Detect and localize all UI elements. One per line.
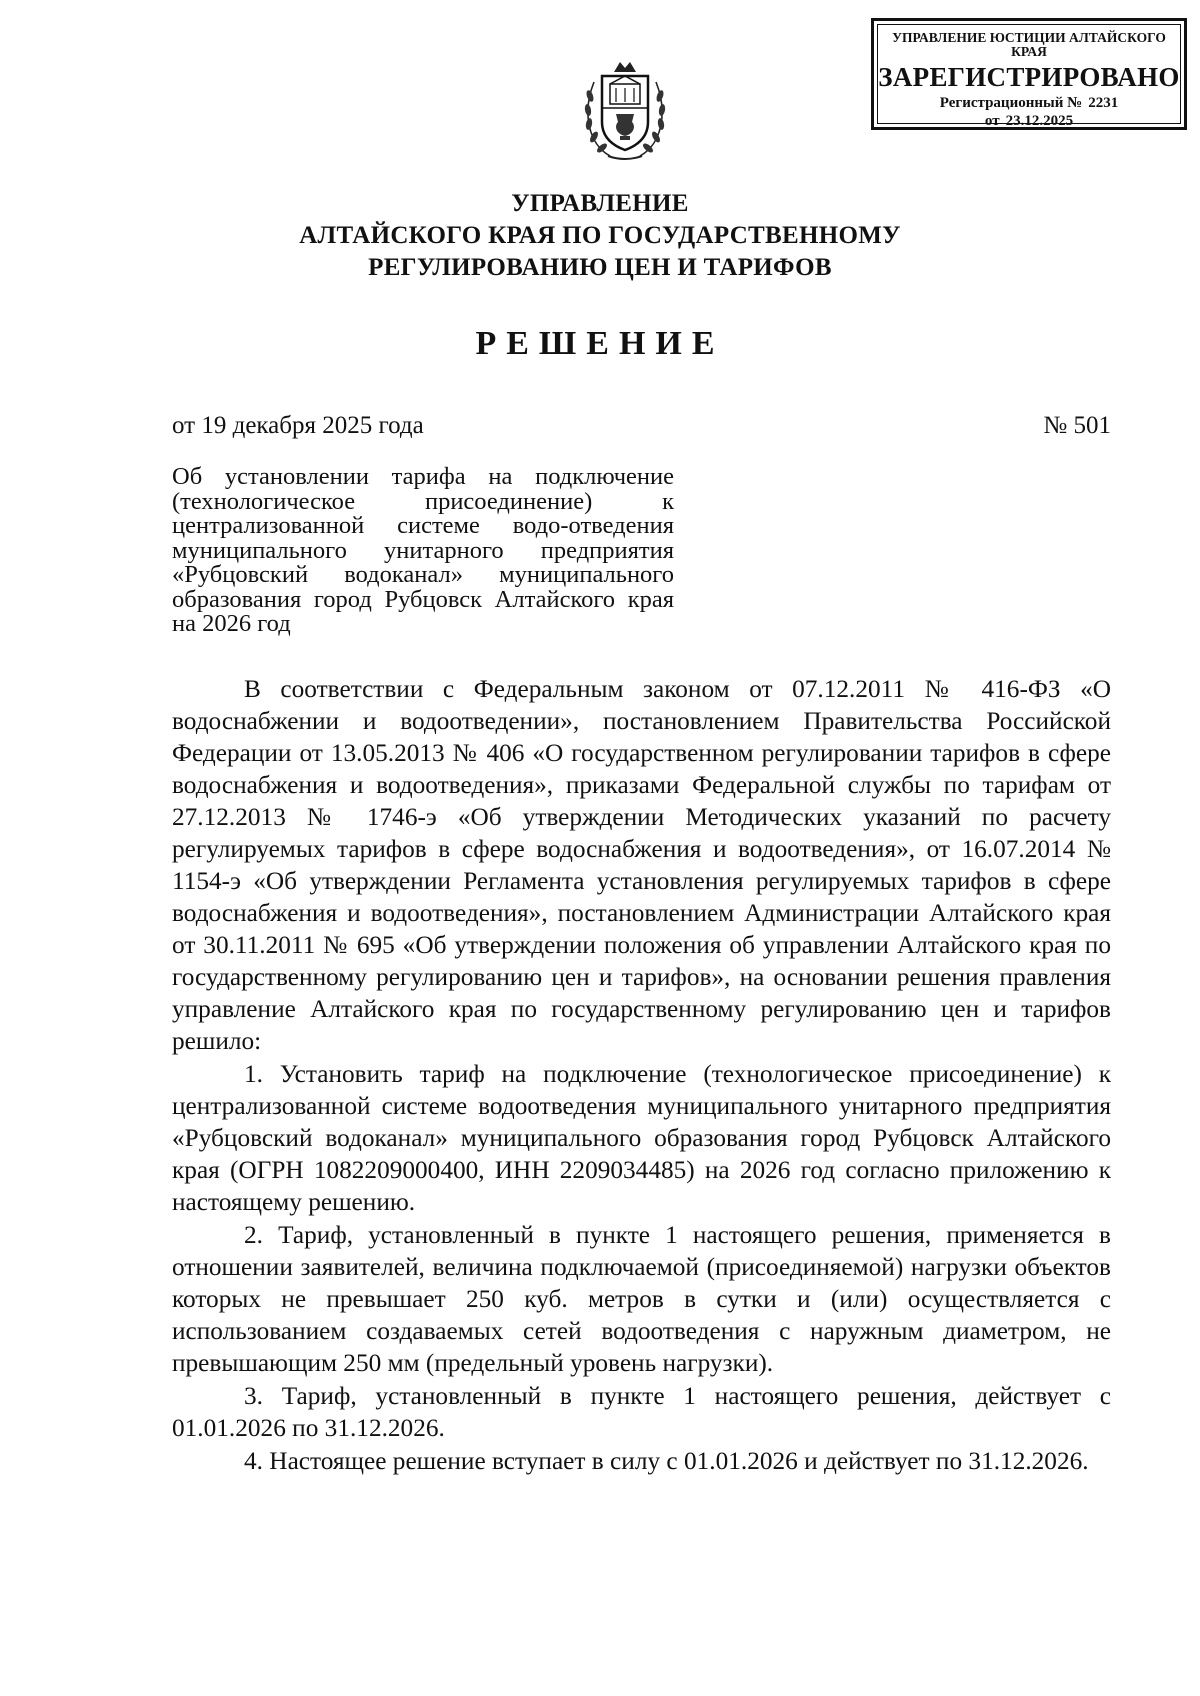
authority-line-2: АЛТАЙСКОГО КРАЯ ПО ГОСУДАРСТВЕННОМУ	[299, 222, 901, 249]
clause-1: 1. Установить тариф на подключение (технологическое присоединение) к централизованной системе водоотведения муниципального унитарного предприятия «Рубцовский водоканал» муниципального образования город Рубцовск Алтайского края (ОГРН 1082209000400, ИНН 2209034485) на 2026 год согласно приложению к настоящему решению.	[172, 1060, 1111, 1216]
stamp-date: 23.12.2025	[1005, 113, 1074, 129]
coat-of-arms-icon	[580, 52, 670, 164]
clause-2: 2. Тариф, установленный в пункте 1 настоящего решения, применяется в отношении заявителей, величина подключаемой (присоединяемой) нагрузки объектов которых не превышает 250 куб. метров в сутки и (или) осуществляется с использованием создаваемых сетей водоотведения с наружным диаметром, не превышающим 250 мм (предельный уровень нагрузки).	[172, 1221, 1111, 1377]
preamble-paragraph: В соответствии с Федеральным законом от 07.12.2011 № 416-ФЗ «О водоснабжении и водоотведении», постановлением Правительства Российской Федерации от 13.05.2013 № 406 «О государственном регулировании тарифов в сфере водоснабжения и водоотведения», приказами Федеральной службы по тарифам от 27.12.2013 № 1746-э «Об утверждении Методических указаний по расчету регулируемых тарифов в сфере водоснабжения и водоотведения», от 16.07.2014 № 1154-э «Об утверждении Регламента установления регулируемых тарифов в сфере водоснабжения и водоотведения», постановлением Администрации Алтайского края от 30.11.2011 № 695 «Об утверждении положения об управлении Алтайского края по государственному регулированию цен и тарифов», на основании решения правления управление Алтайского края по государственному регулированию цен и тарифов решило:	[172, 675, 1111, 1055]
authority-line-1: УПРАВЛЕНИЕ	[511, 190, 689, 217]
document-date: от 19 декабря 2025 года	[172, 412, 424, 439]
authority-line-3: РЕГУЛИРОВАНИЮ ЦЕН И ТАРИФОВ	[368, 254, 832, 281]
document-type: РЕШЕНИЕ	[475, 325, 725, 362]
authority-name	[200, 188, 1000, 284]
stamp-organization: УПРАВЛЕНИЕ ЮСТИЦИИ АЛТАЙСКОГО КРАЯ	[892, 30, 1166, 59]
stamp-date-line	[874, 112, 1184, 130]
stamp-status: ЗАРЕГИСТРИРОВАНО	[878, 62, 1180, 92]
registration-stamp	[871, 18, 1187, 130]
stamp-date-label: от	[984, 113, 1000, 129]
document-body	[172, 673, 1111, 1477]
clause-3: 3. Тариф, установленный в пункте 1 настоящего решения, действует с 01.01.2026 по 31.12.2026.	[172, 1382, 1111, 1442]
document-subject: Об установлении тарифа на подключение (технологическое присоединение) к централизованной системе водо-отведения муниципального унитарного предприятия «Рубцовский водоканал» муниципального образования город Рубцовск Алтайского края на 2026 год	[172, 463, 674, 637]
clause-4: 4. Настоящее решение вступает в силу с 01.01.2026 и действует по 31.12.2026.	[244, 1447, 1089, 1475]
stamp-reg-label: Регистрационный №	[939, 95, 1083, 111]
stamp-reg-line	[874, 94, 1184, 112]
stamp-reg-number: 2231	[1088, 95, 1119, 111]
document-number: № 501	[1043, 412, 1111, 439]
